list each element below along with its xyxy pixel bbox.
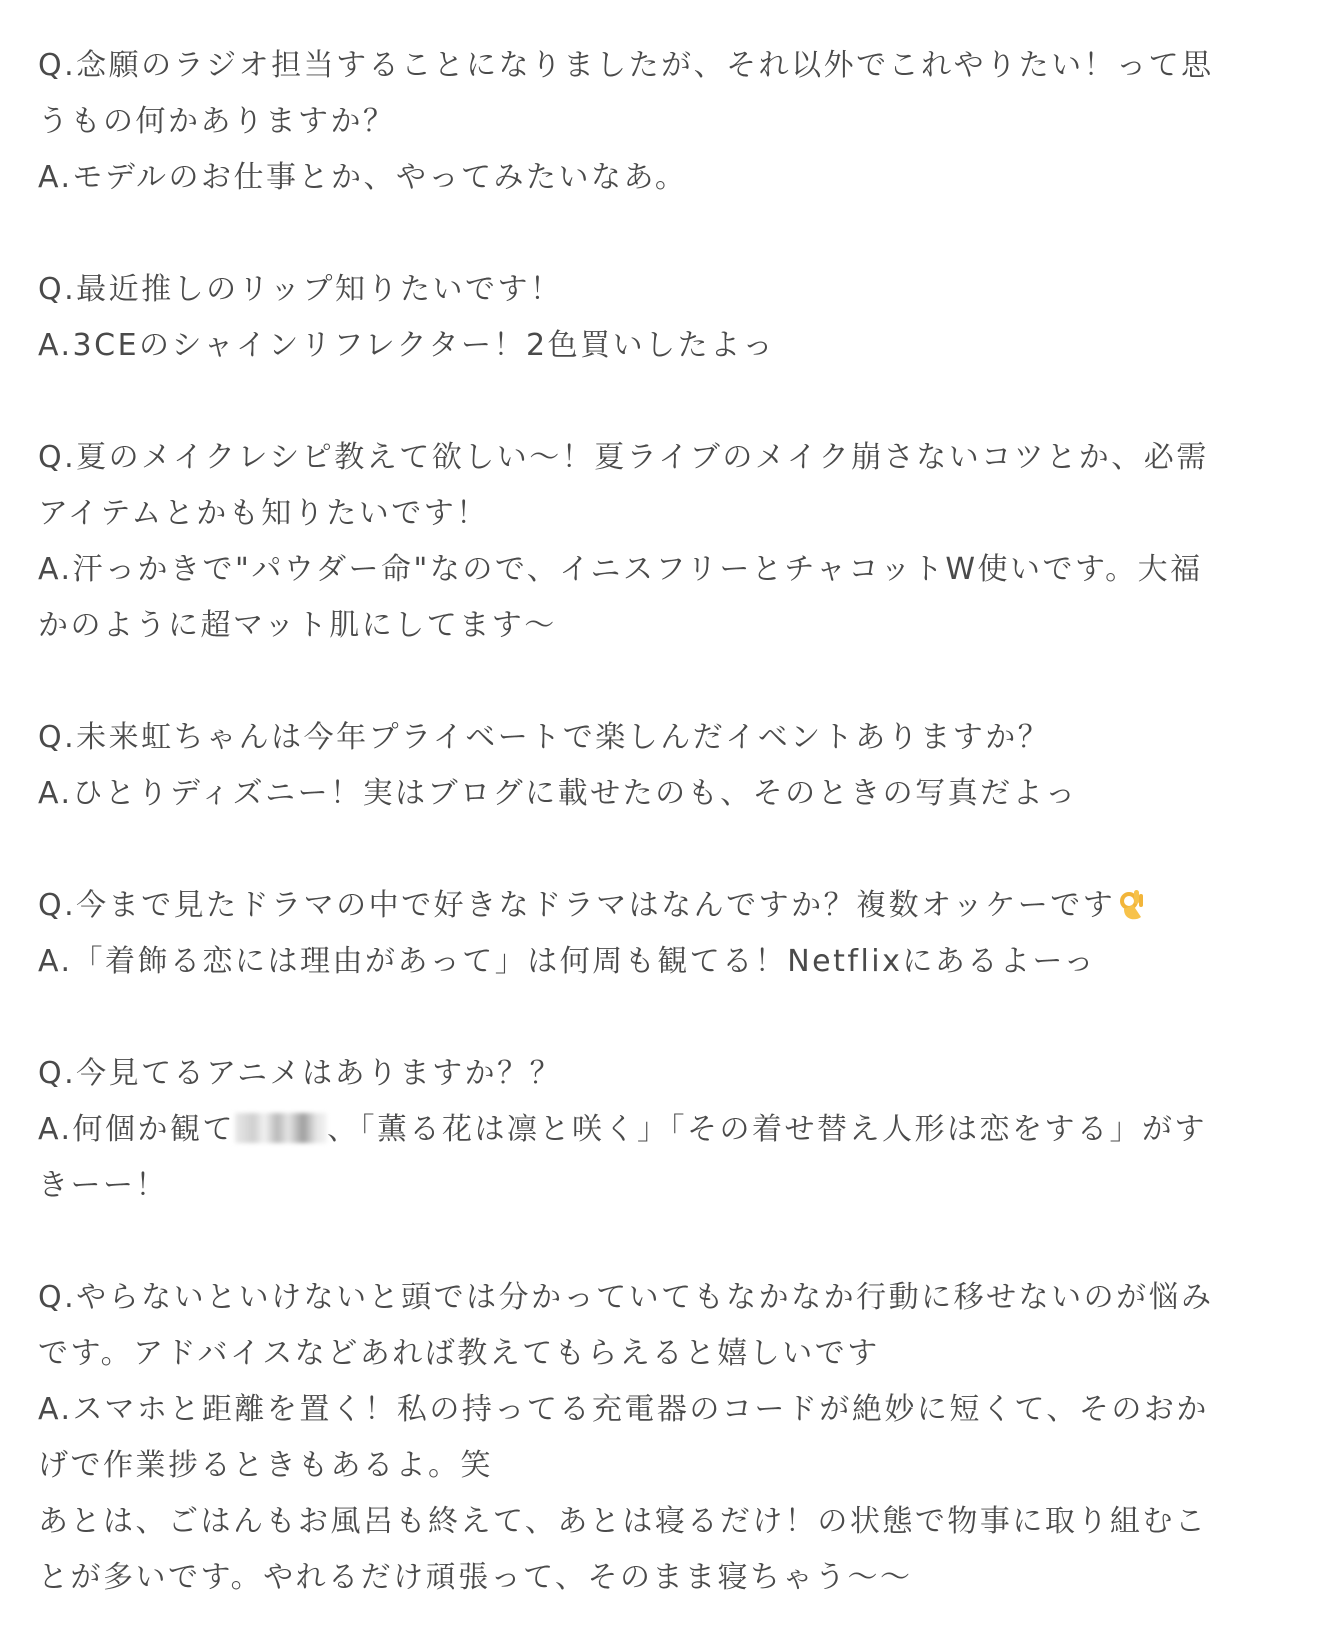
answer-line: あとは、ごはんもお風呂も終えて、あとは寝るだけ！の状態で物事に取り組むこ	[38, 1504, 1208, 1539]
answer-line: とが多いです。やれるだけ頑張って、そのまま寝ちゃう〜〜	[38, 1560, 913, 1595]
answer-line: A.モデルのお仕事とか、やってみたいなあ。	[38, 160, 688, 195]
question-line: です。アドバイスなどあれば教えてもらえると嬉しいです	[38, 1336, 880, 1371]
question-line: Q.夏のメイクレシピ教えて欲しい〜！夏ライブのメイク崩さないコツとか、必需	[38, 440, 1209, 475]
answer-text-after-redaction: 、「薫る花は凛と咲く」「その着せ替え人形は恋をする」がす	[327, 1112, 1208, 1147]
question-line: Q.最近推しのリップ知りたいです！	[38, 272, 563, 307]
answer-line: A.スマホと距離を置く！私の持ってる充電器のコードが絶妙に短くて、そのおか	[38, 1392, 1209, 1427]
question-line: Q.未来虹ちゃんは今年プライベートで楽しんだイベントありますか？	[38, 720, 1051, 755]
answer-line: A.汗っかきで"パウダー命"なので、イニスフリーとチャコットW使いです。大福	[38, 552, 1203, 587]
question-line	[38, 878, 1268, 934]
qa-block	[38, 710, 1268, 822]
answer-text-before-redaction: A.何個か観て	[38, 1112, 236, 1147]
question-line: アイテムとかも知りたいです！	[38, 496, 489, 531]
blurred-redaction	[235, 1113, 327, 1143]
qa-block	[38, 262, 1268, 374]
qa-block	[38, 878, 1268, 990]
article-body	[38, 38, 1268, 1606]
answer-line	[38, 1102, 1268, 1158]
qa-block	[38, 1270, 1268, 1606]
answer-line: A.「着飾る恋には理由があって」は何周も観てる！Netflixにあるよーっ	[38, 944, 1097, 979]
qa-block	[38, 430, 1268, 654]
answer-line: A.3CEのシャインリフレクター！2色買いしたよっ	[38, 328, 776, 363]
question-line: Q.念願のラジオ担当することになりましたが、それ以外でこれやりたい！って思	[38, 48, 1214, 83]
answer-line: A.ひとりディズニー！実はブログに載せたのも、そのときの写真だよっ	[38, 776, 1078, 811]
qa-block	[38, 1046, 1268, 1214]
answer-line: げで作業捗るときもあるよ。笑	[38, 1448, 493, 1483]
question-text: Q.今まで見たドラマの中で好きなドラマはなんですか？複数オッケーです	[38, 888, 1116, 923]
question-line: Q.今見てるアニメはありますか？？	[38, 1056, 563, 1091]
answer-line: きーー！	[38, 1168, 168, 1203]
question-line: Q.やらないといけないと頭では分かっていてもなかなか行動に移せないのが悩み	[38, 1280, 1214, 1315]
answer-line: かのように超マット肌にしてます〜	[38, 608, 557, 643]
ok-hand-icon	[1117, 884, 1145, 918]
qa-block	[38, 38, 1268, 206]
question-line: うもの何かありますか？	[38, 104, 396, 139]
